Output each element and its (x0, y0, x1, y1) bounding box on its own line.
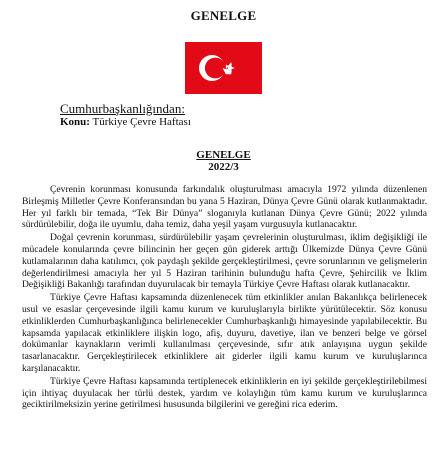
turkish-flag-icon (185, 42, 262, 94)
paragraph-2: Doğal çevrenin korunması, sürdürülebilir yaşam çevrelerinin oluşturulması, iklim değişikliği ile mücadele konularında çevre bilincinin her geçen gün giderek arttığı Ülkemizde Dünya Çevre Günü kutlamalarının daha katılımcı, çok paydaşlı şekilde gerçekleştirilmesi, çevre sorunlarının ve gelişmelerin değerlendirilmesi amacıyla her yıl 5 Haziran tarihinin bulunduğu hafta Çevre, Şehircilik ve İklim Değişikliği Bakanlığı tarafından duyurulacak bir temayla Türkiye Çevre Haftası olarak kutlanacaktır. (22, 232, 427, 291)
paragraph-3: Türkiye Çevre Haftası kapsamında düzenlenecek tüm etkinlikler anılan Bakanlıkça belirlenecek usul ve esaslar çerçevesinde ilgili kamu kurum ve kuruluşlarıyla birlikte yürütülecektir. Söz konusu etkinliklerden Cumhurbaşkanlığınca belirlenecekler Cumhurbaşkanlığı himayesinde yapılabilecektir. Bu kapsamda yapılacak etkinliklere ilişkin logo, afiş, duyuru, davetiye, ilan ve benzeri belge ve görsel dokümanlar kaynakların verimli kullanılması çerçevesinde, sıfır atık anlayışına uygun şekilde tasarlanacaktır. Gerçekleştirilecek etkinliklere ait giderler ilgili kamu kurum ve kuruluşlarınca karşılanacaktır. (22, 292, 427, 374)
document-title-block (0, 149, 447, 173)
subject-line (60, 116, 191, 128)
paragraph-1: Çevrenin korunması konusunda farkındalık oluşturulması amacıyla 1972 yılında düzenlenen Birleşmiş Milletler Çevre Konferansından bu yana 5 Haziran, Dünya Çevre Günü olarak kutlanmaktadır. Her yıl farklı bir temada, “Tek Bir Dünya” sloganıyla kutlanan Dünya Çevre Günü; 2022 yılında sürdürülebilir, doğa ile uyumlu, daha temiz, daha yeşil yaşam vurgusuyla kutlanacaktır. (22, 184, 427, 231)
document-body (22, 184, 427, 412)
subject-label: Konu: (60, 116, 90, 128)
header-title: GENELGE (190, 8, 257, 23)
document-title: GENELGE (196, 149, 251, 161)
document-number: 2022/3 (208, 161, 239, 173)
authority-heading: Cumhurbaşkanlığından: (60, 101, 185, 116)
subject-value: Türkiye Çevre Haftası (89, 116, 191, 128)
paragraph-4: Türkiye Çevre Haftası kapsamında tertiplenecek etkinliklerin en iyi şekilde gerçekleştirilebilmesi için ihtiyaç duyulacak her türlü destek, yardım ve kolaylığın tüm kamu kurum ve kuruluşlarınca geciktirilmeksizin yerine getirilmesi hususunda bilgilerini ve gereğini rica ederim. (22, 375, 427, 411)
